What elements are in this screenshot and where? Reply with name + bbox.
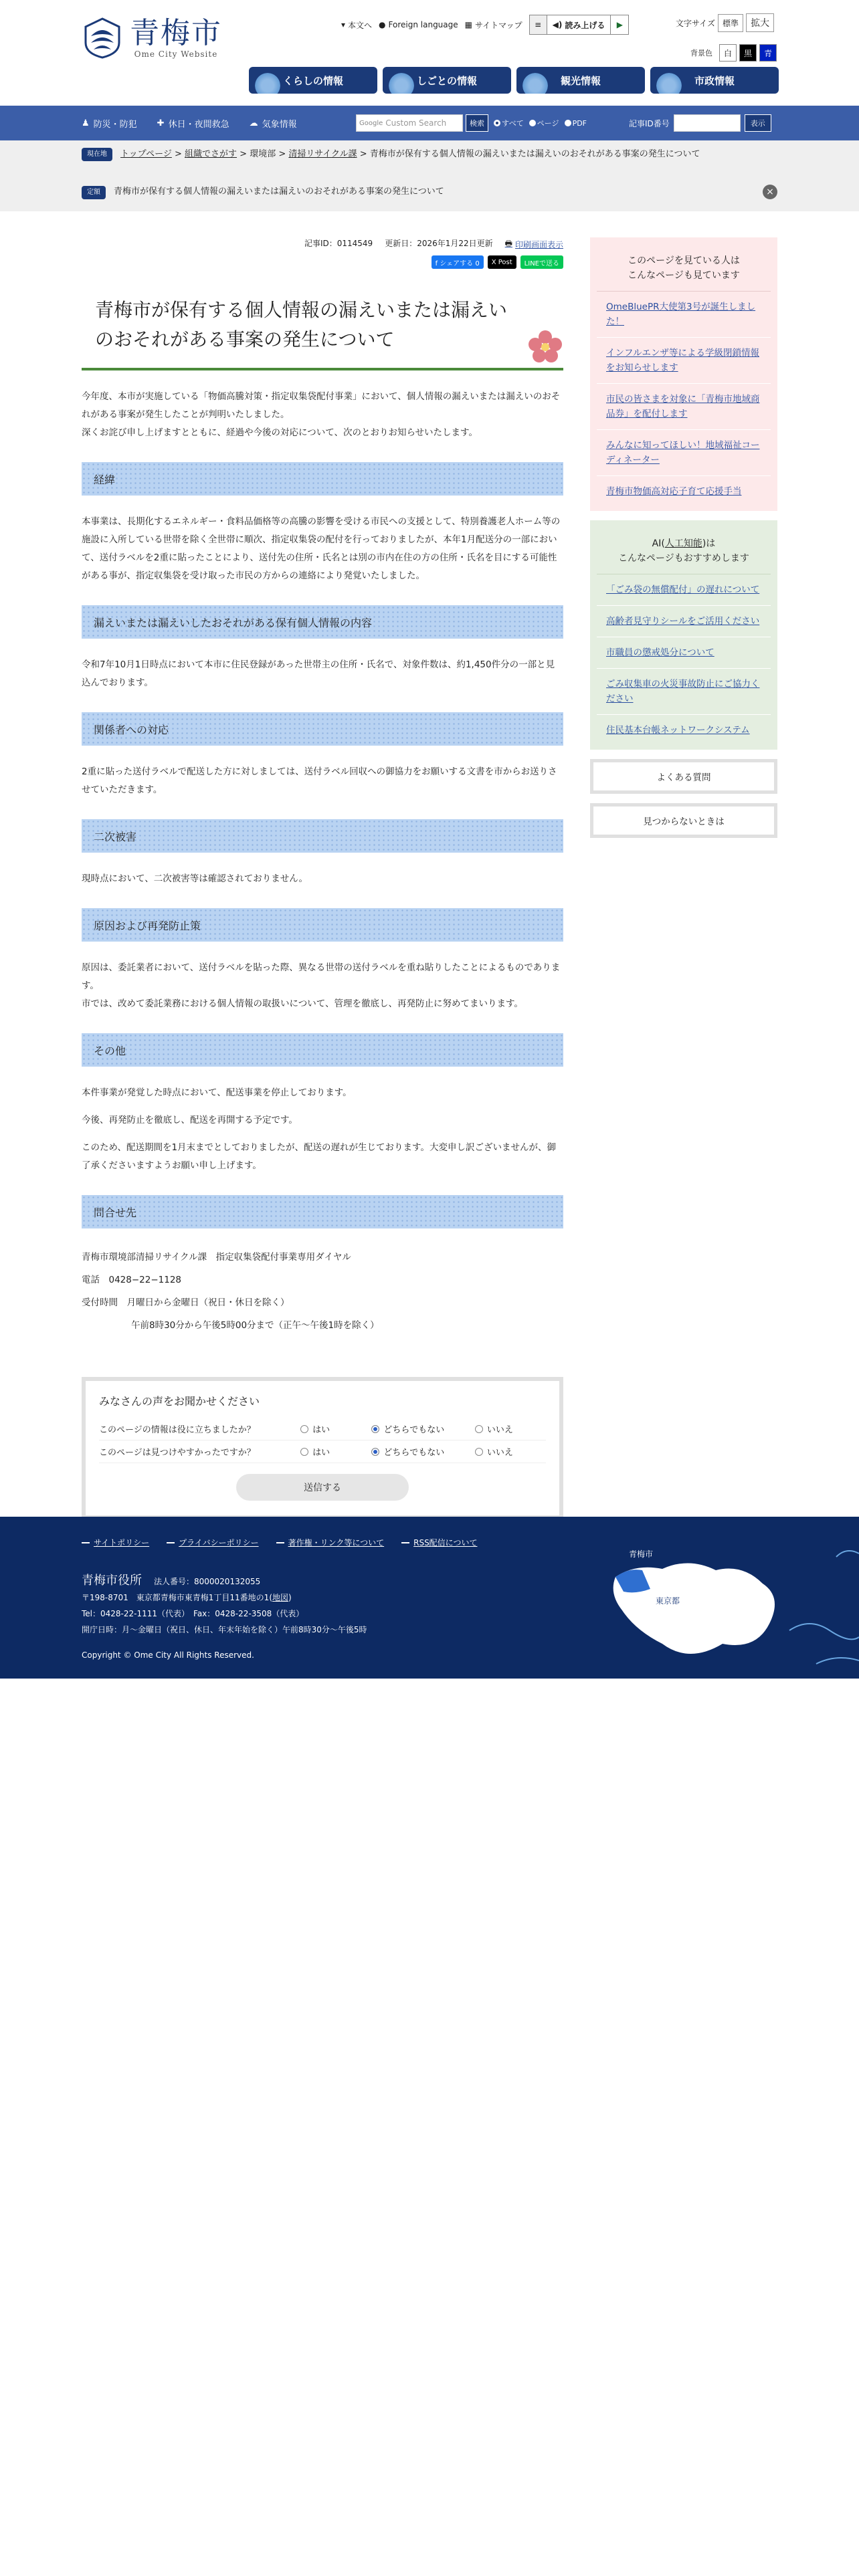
- site-logo[interactable]: [82, 16, 222, 60]
- section-paragraph: このため、配送期間を1月末までとしておりましたが、配送の遅れが生じております。大変申し訳ございませんが、御了承くださいますようお願い申し上げます。: [82, 1142, 556, 1171]
- footer-link-privacy[interactable]: プライバシーポリシー: [167, 1537, 258, 1548]
- contact-heading: 問合せ先: [82, 1195, 563, 1228]
- readout-button[interactable]: ◀) 読み上げる: [547, 15, 611, 34]
- article-meta: [82, 237, 563, 251]
- font-size-standard-button[interactable]: 標準: [718, 14, 743, 32]
- article-id-search: [629, 114, 771, 132]
- section-heading: 原因および再発防止策: [82, 908, 563, 942]
- gnav-deco-icon: [253, 71, 282, 94]
- ai-recommend-box: [590, 520, 777, 750]
- facebook-share-button[interactable]: f シェアする 0: [432, 255, 484, 269]
- page-title: [82, 296, 563, 370]
- footer-hours: 開庁日時：月〜金曜日（祝日、休日、年末年始を除く）午前8時30分〜午後5時: [82, 1625, 367, 1634]
- bg-blue-button[interactable]: 青: [759, 44, 777, 62]
- radio-icon: [371, 1448, 379, 1456]
- printer-icon: 🖶: [504, 239, 512, 248]
- sitemap-link[interactable]: ▦ サイトマップ: [464, 20, 522, 30]
- ai-recommend-item: [597, 637, 771, 669]
- font-size-label: 文字サイズ: [676, 18, 716, 28]
- font-size-control: [676, 13, 774, 32]
- close-icon[interactable]: ×: [763, 185, 777, 199]
- scope-all-radio[interactable]: すべて: [494, 118, 524, 128]
- notice-tag: 定額: [82, 186, 106, 199]
- print-link[interactable]: 🖶 印刷画面表示: [505, 237, 563, 251]
- survey-option-radio[interactable]: どちらでもない: [371, 1445, 474, 1458]
- map-label-ome: 青梅市: [629, 1549, 654, 1559]
- breadcrumb-trail: トップページ > 組織でさがす > 環境部 > 清掃リサイクル課 > 青梅市が保有する個人情報の漏えいまたは漏えいのおそれがある事案の発生について: [120, 149, 700, 159]
- breadcrumb-dept-link[interactable]: 清掃リサイクル課: [288, 149, 357, 159]
- scope-pdf-radio[interactable]: PDF: [565, 118, 587, 128]
- bg-white-button[interactable]: 白: [719, 44, 737, 62]
- ai-recommend-item: [597, 669, 771, 715]
- sub-navigation-bar: [0, 106, 859, 140]
- not-found-button[interactable]: 見つからないときは: [590, 803, 777, 838]
- survey-question-label: このページは見つけやすかったですか？: [99, 1448, 256, 1458]
- radio-icon: [475, 1425, 483, 1433]
- popular-page-item: [597, 430, 771, 476]
- faq-button[interactable]: よくある質問: [590, 759, 777, 794]
- article-id: 記事ID：0114549: [304, 239, 373, 248]
- gnav-tourism[interactable]: 観光情報: [516, 67, 645, 94]
- footer-tel: Tel：0428-22-1111（代表） Fax：0428-22-3508（代表）: [82, 1609, 304, 1618]
- survey-option-radio[interactable]: どちらでもない: [371, 1422, 474, 1435]
- section-paragraph: 本件事業が発覚した時点において、配送事業を停止しております。: [82, 1087, 352, 1098]
- line-share-button[interactable]: LINEで送る: [520, 255, 563, 269]
- section-paragraph: 原因は、委託業者において、送付ラベルを貼った際、異なる世帯の送付ラベルを重ね貼りしたことによるものであります。 市では、改めて委託業務における個人情報の取扱いについて、管理を徹底し、再発防止に努めてまいります。: [82, 962, 561, 1009]
- font-size-large-button[interactable]: 拡大: [746, 13, 774, 32]
- popular-page-link[interactable]: 市民の皆さまを対象に「青梅市地域商品券」を配付します: [606, 394, 760, 419]
- utility-links: [341, 15, 629, 35]
- gnav-deco-icon: [387, 71, 416, 94]
- city-emblem-icon: [82, 16, 123, 60]
- sidebar: [590, 237, 777, 838]
- globe-icon: ●: [379, 20, 386, 29]
- survey-option-radio[interactable]: いいえ: [475, 1422, 546, 1435]
- footer-org-name: 青梅市役所: [82, 1574, 142, 1588]
- popular-page-item: [597, 292, 771, 338]
- tokyo-map-illustration: [589, 1530, 859, 1679]
- popular-pages-heading: このページを見ている人は こんなページも見ています: [597, 244, 771, 292]
- gnav-deco-icon: [520, 71, 550, 94]
- ai-recommend-link[interactable]: ごみ収集車の火災事故防止にご協力ください: [606, 679, 760, 704]
- notice-text: 青梅市が保有する個人情報の漏えいまたは漏えいのおそれがある事案の発生について: [114, 187, 444, 197]
- search-input[interactable]: Google Custom Search: [356, 114, 463, 132]
- search-scope: [494, 118, 587, 128]
- survey-option-radio[interactable]: はい: [300, 1422, 371, 1435]
- feedback-survey: [82, 1377, 563, 1519]
- section-heading: 二次被害: [82, 819, 563, 853]
- contact-hours-detail: 午前8時30分から午後5時00分まで（正午〜午後1時を除く）: [131, 1320, 379, 1331]
- section-heading: 関係者への対応: [82, 712, 563, 746]
- readout-menu-icon[interactable]: ≡: [530, 15, 547, 34]
- section-heading: その他: [82, 1033, 563, 1067]
- breadcrumb-area: [0, 140, 859, 211]
- gnav-living[interactable]: くらしの情報: [249, 67, 377, 94]
- emergency-icon: ✚: [157, 118, 165, 128]
- gnav-deco-icon: [654, 71, 684, 94]
- radio-icon: [494, 120, 500, 126]
- popular-page-link[interactable]: インフルエンザ等による学級閉鎖情報をお知らせします: [606, 348, 759, 373]
- article-sections: [82, 462, 563, 1175]
- survey-option-radio[interactable]: はい: [300, 1445, 371, 1458]
- page-title-text: 青梅市が保有する個人情報の漏えいまたは漏えいのおそれがある事案の発生について: [95, 299, 508, 350]
- ai-recommend-link[interactable]: 高齢者見守りシールをご活用ください: [606, 616, 760, 627]
- background-color-control: [690, 44, 777, 62]
- radio-icon: [371, 1425, 379, 1433]
- ai-recommend-item: [597, 715, 771, 746]
- radio-icon: [300, 1425, 308, 1433]
- radio-icon: [529, 120, 536, 126]
- popular-pages-list: [597, 292, 771, 507]
- contact-info: [82, 1246, 563, 1337]
- notice-bar: [82, 185, 777, 199]
- section-paragraph: 令和7年10月1日時点において本市に住民登録があった世帯主の住所・氏名で、対象件数は、約1,450件分の一部と見込んでおります。: [82, 659, 555, 688]
- section-paragraph: 2重に貼った送付ラベルで配送した方に対しましては、送付ラベル回収への御協力をお願いする文書を市からお送りさせていただきます。: [82, 766, 557, 795]
- popular-page-link[interactable]: OmeBluePR大使第3号が誕生しました！: [606, 302, 756, 327]
- gnav-municipal[interactable]: 市政情報: [650, 67, 779, 94]
- site-footer: [0, 1517, 859, 1679]
- survey-submit-button[interactable]: 送信する: [236, 1474, 409, 1501]
- ai-recommend-item: [597, 574, 771, 606]
- popular-page-link[interactable]: みんなに知ってほしい！地域福祉コーディネーター: [606, 440, 760, 465]
- popular-pages-box: [590, 237, 777, 511]
- footer-link-site-policy[interactable]: サイトポリシー: [82, 1537, 149, 1548]
- contact-dept: 青梅市環境部清掃リサイクル課 指定収集袋配付事業専用ダイヤル: [82, 1252, 351, 1263]
- section-heading: 漏えいまたは漏えいしたおそれがある保有個人情報の内容: [82, 605, 563, 639]
- main-content: [82, 237, 563, 1519]
- bg-black-button[interactable]: 黒: [739, 44, 757, 62]
- copyright: Copyright © Ome City All Rights Reserved.: [82, 1650, 254, 1660]
- ai-recommend-link[interactable]: 住民基本台帳ネットワークシステム: [606, 725, 750, 736]
- popular-page-item: [597, 338, 771, 384]
- gnav-work[interactable]: しごとの情報: [383, 67, 511, 94]
- chevron-down-icon: ▾: [341, 20, 346, 29]
- popular-page-item: [597, 476, 771, 507]
- current-location-tag: 現在地: [82, 148, 112, 161]
- survey-title: みなさんの声をお聞かせください: [99, 1395, 260, 1408]
- map-link[interactable]: 地図: [272, 1593, 289, 1602]
- share-buttons: [82, 255, 563, 269]
- breadcrumb-top-link[interactable]: トップページ: [120, 149, 172, 159]
- breadcrumb-current: 青梅市が保有する個人情報の漏えいまたは漏えいのおそれがある事案の発生について: [369, 149, 700, 159]
- x-post-button[interactable]: X Post: [488, 255, 516, 269]
- speaker-icon: ◀): [552, 20, 563, 29]
- play-icon[interactable]: ▶: [616, 20, 624, 29]
- background-color-label: 背景色: [690, 49, 712, 58]
- map-label-tokyo: 東京都: [656, 1596, 680, 1606]
- plum-flower-icon: [527, 329, 563, 365]
- radio-icon: [300, 1448, 308, 1456]
- survey-questions: [99, 1418, 546, 1463]
- ai-recommend-list: [597, 574, 771, 746]
- ai-link[interactable]: 人工知能: [664, 538, 702, 549]
- breadcrumb: [82, 147, 777, 162]
- breadcrumb-org-link[interactable]: 組織でさがす: [185, 149, 237, 159]
- foreign-language-link[interactable]: ● Foreign language: [379, 20, 458, 29]
- survey-question-label: このページの情報は役に立ちましたか？: [99, 1425, 256, 1435]
- skip-to-content-link[interactable]: ▾ 本文へ: [341, 20, 373, 30]
- global-nav: [249, 67, 779, 94]
- corp-number: 法人番号：8000020132055: [154, 1577, 261, 1586]
- article-id-label: 記事ID番号: [629, 118, 670, 128]
- ai-recommend-item: [597, 606, 771, 637]
- logo-subtitle: Ome City Website: [134, 49, 218, 59]
- subnav-disaster-prevention[interactable]: ♟ 防災・防犯: [82, 118, 137, 130]
- footer-link-copyright[interactable]: 著作権・リンク等について: [276, 1537, 385, 1548]
- footer-org-info: [82, 1573, 367, 1638]
- popular-page-link[interactable]: 青梅市物価高対応子育て応援手当: [606, 486, 742, 497]
- site-search: [356, 114, 587, 132]
- sitemap-icon: ▦: [464, 20, 472, 29]
- subnav-weather[interactable]: ☁ 気象情報: [249, 118, 297, 130]
- subnav-holiday-emergency[interactable]: ✚ 休日・夜間救急: [157, 118, 229, 130]
- contact-tel: 電話 0428−22−1128: [82, 1275, 182, 1285]
- search-brand: Google: [359, 119, 383, 127]
- weather-icon: ☁: [249, 118, 258, 128]
- survey-question: [99, 1418, 546, 1440]
- survey-option-radio[interactable]: いいえ: [475, 1445, 546, 1458]
- ai-recommend-link[interactable]: 市職員の懲戒処分について: [606, 647, 714, 658]
- section-paragraph: 今後、再発防止を徹底し、配送を再開する予定です。: [82, 1115, 298, 1125]
- person-icon: ♟: [82, 118, 90, 128]
- section-paragraph: 本事業は、長期化するエネルギー・食料品価格等の高騰の影響を受ける市民への支援として、特別養護老人ホーム等の施設に入所している世帯を除く全世帯に順次、指定収集袋の配付を行っておりましたが、本年1月配送分の一部において、送付ラベルを2重に貼ったことにより、送付先の住所・氏名とは別の市内在住の方の住所・氏名を目にする可能性がある事が、指定収集袋を受け取った市民の方からの連絡により発覚いたしました。: [82, 516, 561, 581]
- search-button[interactable]: 検索: [466, 114, 488, 132]
- section-heading: 経緯: [82, 462, 563, 496]
- article-id-input[interactable]: [674, 114, 741, 132]
- readout-widget: [529, 15, 630, 35]
- radio-icon: [565, 120, 571, 126]
- footer-address: 〒198-8701 東京都青梅市東青梅1丁目11番地の1(地図): [82, 1593, 292, 1602]
- logo-title: 青梅市: [130, 16, 222, 50]
- scope-page-radio[interactable]: ページ: [529, 118, 559, 128]
- article-id-button[interactable]: 表示: [745, 114, 771, 132]
- footer-link-rss[interactable]: RSS配信について: [401, 1537, 477, 1548]
- ai-recommend-link[interactable]: 「ごみ袋の無償配付」の遅れについて: [606, 584, 760, 595]
- survey-question: [99, 1440, 546, 1463]
- contact-hours: 受付時間 月曜日から金曜日（祝日・休日を除く）: [82, 1297, 290, 1308]
- ai-recommend-heading: AI(人工知能)は こんなページもおすすめします: [597, 527, 771, 574]
- section-paragraph: 現時点において、二次被害等は確認されておりません。: [82, 873, 308, 884]
- intro-text: 今年度、本市が実施している「物価高騰対策・指定収集袋配付事業」において、個人情報の漏えいまたは漏えいのおそれがある事案が発生したことが判明いたしました。 深くお詫び申し上げますとともに、経過や今後の対応について、次のとおりお知らせいたします。: [82, 391, 561, 438]
- footer-links: [82, 1537, 477, 1548]
- updated-date: 更新日：2026年1月22日更新: [385, 239, 493, 248]
- radio-icon: [475, 1448, 483, 1456]
- popular-page-item: [597, 384, 771, 430]
- site-header: [0, 0, 859, 106]
